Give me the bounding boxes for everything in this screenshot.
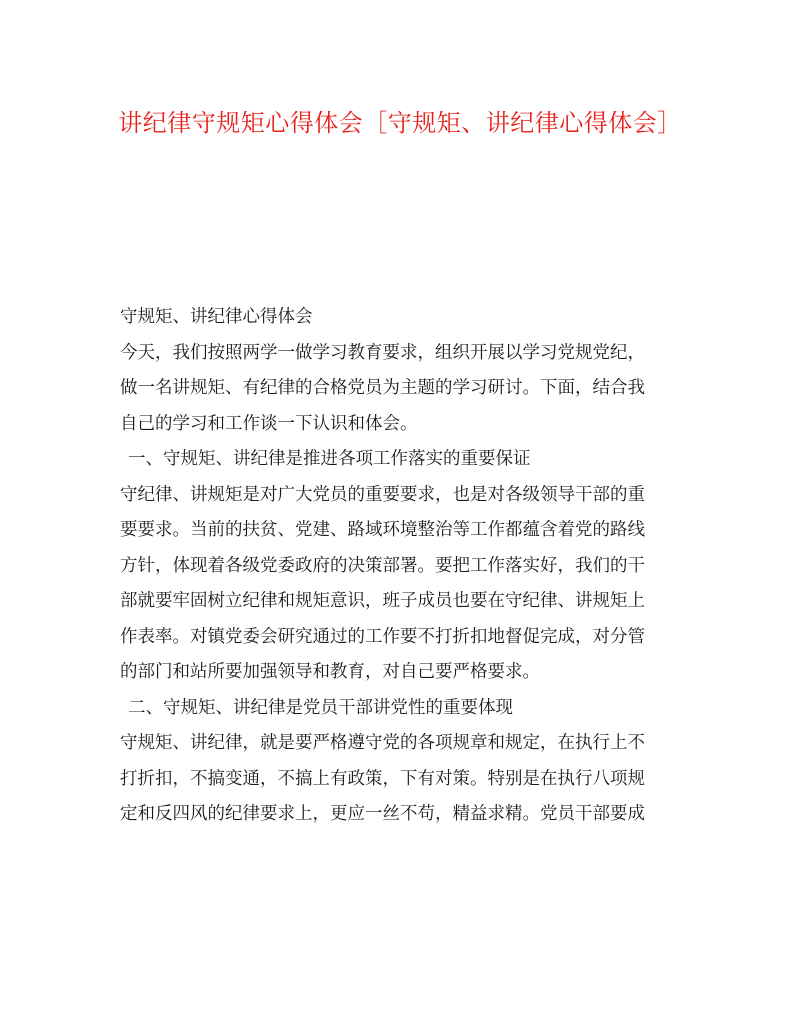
- paragraph-line: 打折扣，不搞变通，不搞上有政策，下有对策。特别是在执行八项规: [120, 768, 645, 789]
- paragraph-line: 做一名讲规矩、有纪律的合格党员为主题的学习研讨。下面，结合我: [120, 378, 645, 398]
- paragraph-line: 的部门和站所要加强领导和教育，对自己要严格要求。: [120, 662, 540, 682]
- document-title: 讲纪律守规矩心得体会［守规矩、讲纪律心得体会］: [118, 109, 682, 137]
- paragraph-line: 部就要牢固树立纪律和规矩意识，班子成员也要在守纪律、讲规矩上: [120, 591, 645, 611]
- paragraph-line: 守纪律、讲规矩是对广大党员的重要要求，也是对各级领导干部的重: [120, 484, 645, 505]
- paragraph-line: 定和反四风的纪律要求上，更应一丝不苟，精益求精。党员干部要成: [120, 804, 645, 824]
- paragraph-line: 今天，我们按照两学一做学习教育要求，组织开展以学习党规党纪，: [120, 342, 645, 363]
- paragraph-line: 自己的学习和工作谈一下认识和体会。: [120, 413, 418, 434]
- section-heading-2: 二、守规矩、讲纪律是党员干部讲党性的重要体现: [128, 697, 513, 718]
- paragraph-line: 守规矩、讲纪律，就是要严格遵守党的各项规章和规定，在执行上不: [120, 733, 645, 753]
- paragraph-line: 作表率。对镇党委会研究通过的工作要不打折扣地督促完成，对分管: [120, 626, 645, 647]
- paragraph-line: 要要求。当前的扶贫、党建、路域环境整治等工作都蕴含着党的路线: [120, 520, 645, 540]
- subtitle-line: 守规矩、讲纪律心得体会: [120, 307, 313, 327]
- document-body: [120, 300, 675, 833]
- section-heading-1: 一、守规矩、讲纪律是推进各项工作落实的重要保证: [128, 449, 531, 469]
- paragraph-line: 方针，体现着各级党委政府的决策部署。要把工作落实好，我们的干: [120, 555, 645, 576]
